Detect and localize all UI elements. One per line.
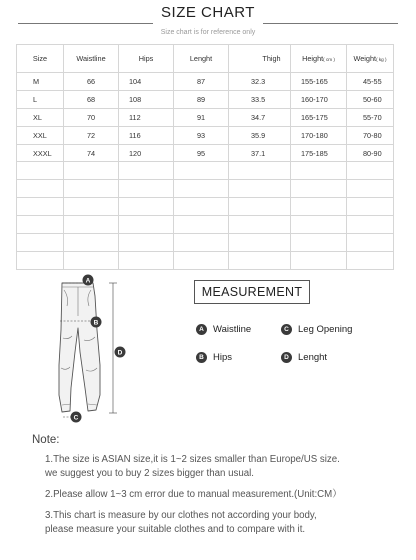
cell-weight: 80-90 xyxy=(347,144,394,162)
marker-b xyxy=(91,317,102,328)
table-row-empty xyxy=(17,198,394,216)
marker-a xyxy=(83,275,94,286)
note-title: Note: xyxy=(32,434,60,446)
cell-thigh xyxy=(229,216,291,234)
badge-a: A xyxy=(196,324,207,335)
cell-weight: 70-80 xyxy=(347,126,394,144)
table-row xyxy=(17,73,394,91)
size-table xyxy=(16,44,394,270)
cell-size xyxy=(17,216,64,234)
cell-height: 170-180 xyxy=(291,126,347,144)
cell-height: 160-170 xyxy=(291,90,347,108)
cell-thigh: 32.3 xyxy=(229,73,291,91)
legend-waistline xyxy=(196,324,251,335)
legend-lenght xyxy=(281,352,327,363)
title-rule-right xyxy=(263,23,398,24)
cell-thigh: 37.1 xyxy=(229,144,291,162)
cell-size xyxy=(17,251,64,269)
badge-b: B xyxy=(196,352,207,363)
legend-waistline-label: Waistline xyxy=(213,324,252,335)
cell-weight: 45-55 xyxy=(347,73,394,91)
cell-weight xyxy=(347,234,394,252)
measurement-heading: MEASUREMENT xyxy=(194,280,310,304)
header-thigh-label: Thigh xyxy=(262,54,281,63)
cell-waistline xyxy=(64,216,119,234)
cell-waistline: 72 xyxy=(64,126,119,144)
header-thigh xyxy=(229,45,291,73)
table-header-row xyxy=(17,45,394,73)
note-1-line-2: we suggest you to buy 2 sizes bigger than usual. xyxy=(45,467,254,479)
cell-thigh: 33.5 xyxy=(229,90,291,108)
cell-waistline: 70 xyxy=(64,108,119,126)
header-height xyxy=(291,45,347,73)
legend-leg-opening-label: Leg Opening xyxy=(298,324,353,335)
header-lenght: Lenght xyxy=(174,45,229,73)
page-title: SIZE CHART xyxy=(161,4,255,21)
cell-size xyxy=(17,162,64,180)
note-2-line-1: 2.Please allow 1~3 cm error due to manual measurement.(Unit:CM） xyxy=(45,489,342,500)
cell-lenght xyxy=(174,216,229,234)
header-hips: Hips xyxy=(119,45,174,73)
cell-waistline xyxy=(64,251,119,269)
cell-lenght: 93 xyxy=(174,126,229,144)
cell-lenght: 95 xyxy=(174,144,229,162)
cell-weight xyxy=(347,251,394,269)
cell-hips: 108 xyxy=(119,90,174,108)
legend-hips xyxy=(196,352,232,363)
cell-size: M xyxy=(17,73,64,91)
page-subtitle: Size chart is for reference only xyxy=(160,29,256,36)
marker-d-label: D xyxy=(117,349,123,357)
cell-thigh xyxy=(229,198,291,216)
marker-c-label: C xyxy=(73,414,79,422)
cell-size xyxy=(17,198,64,216)
legend-hips-label: Hips xyxy=(213,352,233,363)
cell-hips: 116 xyxy=(119,126,174,144)
table-row-empty xyxy=(17,162,394,180)
cell-hips: 112 xyxy=(119,108,174,126)
cell-waistline: 66 xyxy=(64,73,119,91)
cell-lenght: 91 xyxy=(174,108,229,126)
legend-leg-opening xyxy=(281,324,352,335)
header-height-label: Height xyxy=(302,54,324,63)
cell-lenght xyxy=(174,198,229,216)
cell-weight xyxy=(347,162,394,180)
trousers-illustration xyxy=(40,270,140,430)
note-3-line-1: 3.This chart is measure by our clothes not according your body, xyxy=(45,510,317,521)
badge-c: C xyxy=(281,324,292,335)
cell-thigh xyxy=(229,180,291,198)
trousers-outline xyxy=(59,283,100,412)
header-size: Size xyxy=(17,45,64,73)
cell-waistline xyxy=(64,234,119,252)
cell-thigh xyxy=(229,162,291,180)
cell-size xyxy=(17,180,64,198)
title-rule-left xyxy=(18,23,153,24)
marker-b-label: B xyxy=(93,319,99,327)
cell-size xyxy=(17,234,64,252)
cell-height xyxy=(291,180,347,198)
weight-unit: ( kg ) xyxy=(376,57,387,62)
cell-height: 165-175 xyxy=(291,108,347,126)
cell-lenght: 89 xyxy=(174,90,229,108)
marker-d xyxy=(115,347,126,358)
cell-height xyxy=(291,198,347,216)
header-weight-label: Weight xyxy=(353,54,377,63)
cell-lenght xyxy=(174,251,229,269)
note-2 xyxy=(45,488,415,502)
cell-thigh: 34.7 xyxy=(229,108,291,126)
cell-height: 175-185 xyxy=(291,144,347,162)
table-row xyxy=(17,90,394,108)
table-row-empty xyxy=(17,234,394,252)
cell-hips xyxy=(119,180,174,198)
cell-hips: 104 xyxy=(119,73,174,91)
cell-height: 155-165 xyxy=(291,73,347,91)
note-3 xyxy=(45,509,415,536)
table-row xyxy=(17,126,394,144)
cell-thigh xyxy=(229,251,291,269)
table-row-empty xyxy=(17,216,394,234)
cell-waistline xyxy=(64,198,119,216)
cell-waistline xyxy=(64,162,119,180)
cell-weight: 50-60 xyxy=(347,90,394,108)
cell-thigh: 35.9 xyxy=(229,126,291,144)
note-1-line-1: 1.The size is ASIAN size,it is 1~2 sizes smaller than Europe/US size. xyxy=(45,454,340,465)
cell-thigh xyxy=(229,234,291,252)
height-unit: ( cm ) xyxy=(323,57,335,62)
header-waistline: Waistline xyxy=(64,45,119,73)
marker-c xyxy=(71,412,82,423)
cell-hips xyxy=(119,234,174,252)
cell-weight xyxy=(347,180,394,198)
note-3-line-2: please measure your suitable clothes and to compare with it. xyxy=(45,523,306,535)
cell-size: XL xyxy=(17,108,64,126)
cell-lenght xyxy=(174,180,229,198)
cell-height xyxy=(291,234,347,252)
table-row xyxy=(17,144,394,162)
cell-height xyxy=(291,162,347,180)
cell-size: XXL xyxy=(17,126,64,144)
cell-lenght: 87 xyxy=(174,73,229,91)
table-row-empty xyxy=(17,180,394,198)
note-1 xyxy=(45,453,415,480)
cell-height xyxy=(291,251,347,269)
cell-size: XXXL xyxy=(17,144,64,162)
cell-weight xyxy=(347,198,394,216)
badge-d: D xyxy=(281,352,292,363)
cell-weight: 55-70 xyxy=(347,108,394,126)
table-row xyxy=(17,108,394,126)
cell-waistline xyxy=(64,180,119,198)
cell-lenght xyxy=(174,162,229,180)
cell-waistline: 74 xyxy=(64,144,119,162)
cell-hips xyxy=(119,216,174,234)
cell-lenght xyxy=(174,234,229,252)
cell-weight xyxy=(347,216,394,234)
cell-hips xyxy=(119,251,174,269)
marker-a-label: A xyxy=(85,277,91,285)
cell-height xyxy=(291,216,347,234)
cell-hips xyxy=(119,162,174,180)
table-row-empty xyxy=(17,251,394,269)
cell-size: L xyxy=(17,90,64,108)
cell-hips xyxy=(119,198,174,216)
cell-hips: 120 xyxy=(119,144,174,162)
cell-waistline: 68 xyxy=(64,90,119,108)
legend-lenght-label: Lenght xyxy=(298,352,328,363)
header-weight xyxy=(347,45,394,73)
